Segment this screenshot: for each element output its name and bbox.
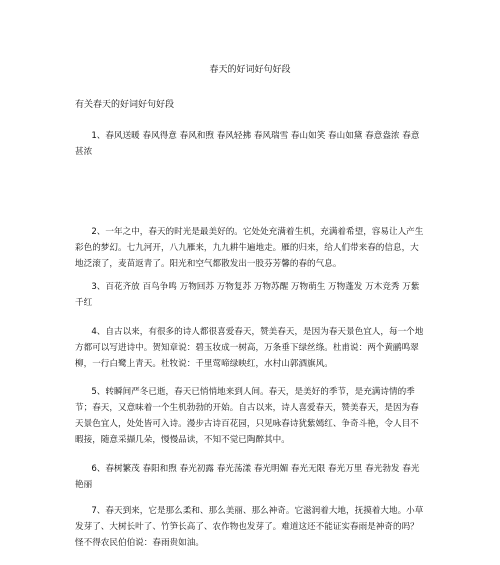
paragraph-5: 5、转瞬间严冬已逝，春天已悄悄地来到人间。春天，是美好的季节，是充满诗情的季节；春天，又意味着一个生机勃勃的开始。自古以来，诗人喜爱春天，赞美春天，是因为春天景色宜人，处处皆可入诗。漫步古诗百花园，只见咏春诗犹紫嫣红、争奇斗艳，令人目不暇接，随意采撷几朵，慢慢品读，不知不觉已陶醉其中。 (75, 387, 419, 445)
paragraph-2: 2、一年之中，春天的时光是最美好的。它处处充满着生机，充满着希望，容易让人产生彩色的梦幻。七九河开，八九雁来，九九耕牛遍地走。雁的归来，给人们带来春的信息，大地泛滚了，麦苗返青了。阳光和空气都散发出一股芬芳馨的春的气息。 (75, 227, 424, 269)
paragraph-4: 4、自古以来，有很多的诗人都很喜爱春天，赞美春天，是因为春天景色宜人，每一个地方都可以写进诗中。贺知章说：碧玉妆成一树高，万条垂下绿丝绦。杜甫说：两个黄鹂鸣翠柳，一行白鹭上青天。杜牧说：千里莺啼绿映红，水村山郭酒旗风。 (75, 327, 424, 369)
document-title: 春天的好词好句好段 (209, 65, 291, 75)
paragraph-6: 6、春树繁茂 春阳和煦 春光初露 春光荡漾 春光明媚 春光无限 春光万里 春光勃发 春光艳丽 (75, 464, 420, 490)
paragraph-7: 7、春天到来，它是那么柔和、那么美丽、那么神奇。它滋润着大地，抚摸着大地。小草发芽了、大树长叶了、竹笋长高了、农作物也发芽了。难道这还不能证实春雨是神奇的吗？怪不得农民伯伯说：春雨贵如油。 (75, 506, 424, 548)
document-subtitle: 有关春天的好词好句好段 (75, 100, 175, 110)
paragraph-3: 3、百花齐放 百鸟争鸣 万物回苏 万物复苏 万物苏醒 万物萌生 万物蓬发 万木竞秀 万紫千红 (75, 282, 420, 308)
paragraph-1: 1、春风送暖 春风得意 春风和煦 春风轻拂 春风瑞雪 春山如笑 春山如黛 春意盎浓 春意甚浓 (75, 131, 420, 157)
